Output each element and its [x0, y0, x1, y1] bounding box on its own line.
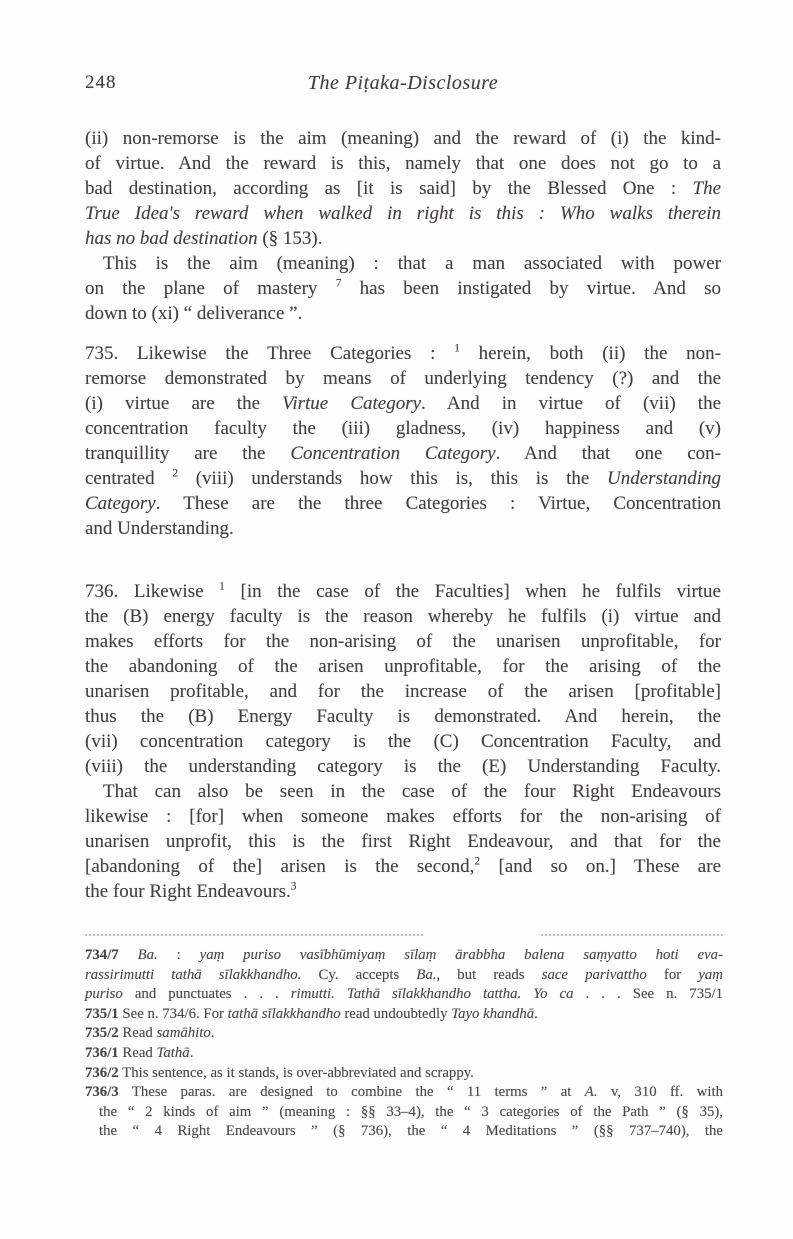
text-line: and Understanding. [85, 518, 234, 539]
footnote-separator-rule [85, 934, 725, 937]
footnote [85, 1083, 723, 1142]
text-line: down to (xi) “ deliverance ”. [85, 303, 303, 324]
rule-segment [541, 934, 723, 936]
footnote [85, 1005, 723, 1025]
text-line: the four Right Endeavours.$^3$ [85, 880, 297, 902]
body-text [85, 126, 721, 904]
text-line: centrated $^2$ (viii) understands how this is, this is the Understanding [85, 467, 722, 489]
text-line: (ii) non-remorse is the aim (meaning) and the reward of (i) the kind- [85, 128, 721, 149]
text-line: (vii) concentration category is the (C) Concentration Faculty, and [85, 731, 721, 752]
paragraph [85, 779, 721, 904]
text-line: [abandoning of the] arisen is the second,$^2$ [and so on.] These are [85, 855, 721, 877]
paragraph [85, 251, 721, 326]
rule-segment [85, 934, 423, 936]
footnote [85, 1044, 723, 1064]
text-line: unarisen profitable, and for the increase of the arisen [profitable] [85, 681, 721, 702]
text-line: makes efforts for the non-arising of the unarisen unprofitable, for [85, 631, 721, 652]
paragraph [85, 126, 721, 251]
text-line: the (B) energy faculty is the reason whereby he fulfils (i) virtue and [85, 606, 721, 627]
text-line: has no bad destination (§ 153). [85, 228, 323, 249]
text-line: unarisen unprofit, this is the first Right Endeavour, and that for the [85, 831, 721, 852]
page-number: 248 [85, 72, 117, 93]
footnote-line: the “ 2 kinds of aim ” (meaning : §§ 33–4), the “ 3 categories of the Path ” (§ 35), [99, 1103, 723, 1120]
footnote-line: rassirimutti tathā sīlakkhandho. Cy. accepts Ba., but reads sace parivattho for yaṃ [85, 966, 723, 983]
text-line: of virtue. And the reward is this, namely that one does not go to a [85, 153, 721, 174]
footnote [85, 1064, 723, 1084]
text-line: likewise : [for] when someone makes efforts for the non-arising of [85, 806, 721, 827]
paragraph [85, 579, 721, 779]
text-line: thus the (B) Energy Faculty is demonstrated. And herein, the [85, 706, 721, 727]
footnote-line: 736/2 This sentence, as it stands, is over-abbreviated and scrappy. [85, 1064, 474, 1081]
text-line: (viii) the understanding category is the (E) Understanding Faculty. [85, 756, 721, 777]
footnote-line: 735/1 See n. 734/6. For tathā sīlakkhandho read undoubtedly Tayo khandhā. [85, 1005, 538, 1022]
text-line: 735. Likewise the Three Categories : $^1$ herein, both (ii) the non- [85, 342, 721, 364]
footnote [85, 946, 723, 1005]
text-line: Category. These are the three Categories : Virtue, Concentration [85, 493, 721, 514]
footnote-line: 734/7 Ba. : yaṃ puriso vasībhūmiyaṃ sīlaṃ ārabbha balena saṃyatto hoti eva- [85, 947, 724, 963]
footnote-line: puriso and punctuates . . . rimutti. Tathā sīlakkhandho tattha. Yo ca . . . See n. 735/1 [85, 986, 723, 1003]
text-line: That can also be seen in the case of the four Right Endeavours [103, 781, 721, 802]
text-line: on the plane of mastery $^7$ has been instigated by virtue. And so [85, 277, 721, 299]
footnote-line: 736/1 Read Tathā. [85, 1044, 194, 1061]
text-line: True Idea's reward when walked in right is this : Who walks therein [85, 203, 721, 224]
text-line: This is the aim (meaning) : that a man associated with power [103, 253, 721, 274]
text-line: bad destination, according as [it is said] by the Blessed One : The [85, 178, 721, 199]
footnotes-block [85, 946, 723, 1142]
text-line: the abandoning of the arisen unprofitable, for the arising of the [85, 656, 721, 677]
text-line: (i) virtue are the Virtue Category. And in virtue of (vii) the [85, 393, 722, 414]
page-header [85, 72, 721, 98]
text-line: concentration faculty the (iii) gladness, (iv) happiness and (v) [85, 418, 721, 439]
footnote [85, 1024, 723, 1044]
footnote-line: 736/3 These paras. are designed to combine the “ 11 terms ” at A. v, 310 ff. with [85, 1084, 723, 1101]
text-line: 736. Likewise $^1$ [in the case of the Faculties] when he fulfils virtue [85, 580, 721, 602]
footnote-line: 735/2 Read samāhito. [85, 1025, 215, 1042]
text-line: tranquillity are the Concentration Category. And that one con- [85, 443, 722, 464]
footnote-line: the “ 4 Right Endeavours ” (§ 736), the “ 4 Meditations ” (§§ 737–740), the [99, 1123, 723, 1140]
running-title: The Piṭaka-Disclosure [307, 72, 499, 94]
paragraph [85, 341, 721, 541]
text-line: remorse demonstrated by means of underlying tendency (?) and the [85, 368, 721, 389]
